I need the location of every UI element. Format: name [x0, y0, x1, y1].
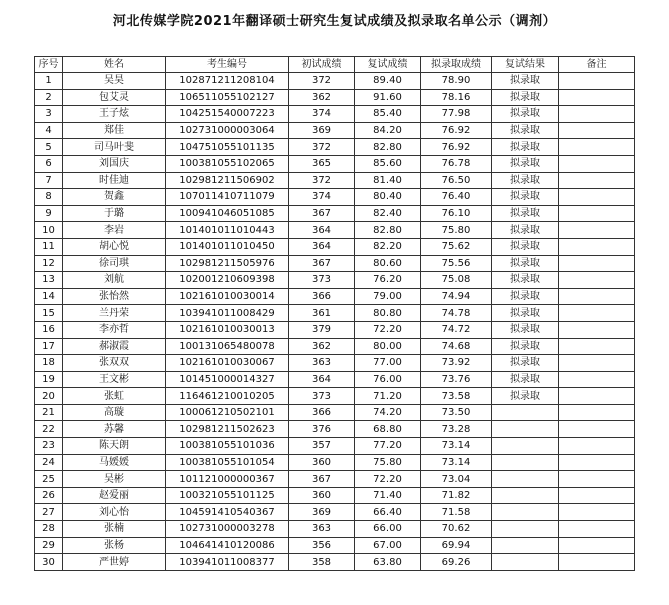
cell-note [559, 172, 635, 189]
cell-note [559, 537, 635, 554]
table-row [35, 139, 635, 156]
cell-name: 陈天朗 [63, 438, 166, 455]
cell-initial-score: 362 [289, 338, 355, 355]
cell-seq: 17 [35, 338, 63, 355]
cell-exam-id: 102161010030014 [166, 288, 289, 305]
cell-seq: 2 [35, 89, 63, 106]
cell-retest-score: 82.20 [355, 238, 421, 255]
cell-retest-score: 85.60 [355, 155, 421, 172]
cell-note [559, 205, 635, 222]
cell-retest-result: 拟录取 [492, 305, 559, 322]
table-row [35, 504, 635, 521]
cell-seq: 26 [35, 487, 63, 504]
table-row [35, 288, 635, 305]
cell-name: 刘航 [63, 272, 166, 289]
cell-name: 张双双 [63, 355, 166, 372]
cell-initial-score: 358 [289, 554, 355, 571]
cell-retest-score: 82.40 [355, 205, 421, 222]
cell-initial-score: 357 [289, 438, 355, 455]
cell-retest-result: 拟录取 [492, 288, 559, 305]
cell-initial-score: 367 [289, 205, 355, 222]
cell-seq: 13 [35, 272, 63, 289]
cell-retest-result: 拟录取 [492, 338, 559, 355]
header-seq: 序号 [35, 57, 63, 73]
cell-name: 苏馨 [63, 421, 166, 438]
cell-initial-score: 367 [289, 255, 355, 272]
table-row [35, 554, 635, 571]
table-row [35, 355, 635, 372]
cell-note [559, 438, 635, 455]
cell-name: 郝淑霞 [63, 338, 166, 355]
cell-admission-score: 73.14 [421, 438, 492, 455]
cell-admission-score: 73.92 [421, 355, 492, 372]
table-body [35, 73, 635, 571]
cell-retest-result [492, 521, 559, 538]
cell-retest-result: 拟录取 [492, 122, 559, 139]
cell-retest-score: 82.80 [355, 139, 421, 156]
cell-retest-score: 77.00 [355, 355, 421, 372]
table-row [35, 255, 635, 272]
cell-seq: 16 [35, 321, 63, 338]
cell-note [559, 89, 635, 106]
cell-admission-score: 69.94 [421, 537, 492, 554]
cell-initial-score: 367 [289, 471, 355, 488]
cell-exam-id: 102871211208104 [166, 73, 289, 90]
cell-note [559, 288, 635, 305]
cell-retest-score: 85.40 [355, 106, 421, 123]
cell-note [559, 321, 635, 338]
cell-initial-score: 360 [289, 454, 355, 471]
cell-exam-id: 102731000003064 [166, 122, 289, 139]
cell-admission-score: 75.08 [421, 272, 492, 289]
cell-exam-id: 100381055102065 [166, 155, 289, 172]
header-retest-score: 复试成绩 [355, 57, 421, 73]
cell-seq: 4 [35, 122, 63, 139]
table-row [35, 471, 635, 488]
cell-initial-score: 376 [289, 421, 355, 438]
cell-retest-score: 89.40 [355, 73, 421, 90]
cell-note [559, 139, 635, 156]
table-row [35, 189, 635, 206]
cell-name: 于璐 [63, 205, 166, 222]
cell-retest-result: 拟录取 [492, 73, 559, 90]
cell-name: 徐司琪 [63, 255, 166, 272]
cell-admission-score: 76.92 [421, 122, 492, 139]
cell-retest-result: 拟录取 [492, 189, 559, 206]
table-row [35, 73, 635, 90]
cell-retest-score: 80.60 [355, 255, 421, 272]
cell-admission-score: 74.72 [421, 321, 492, 338]
cell-note [559, 454, 635, 471]
cell-admission-score: 78.16 [421, 89, 492, 106]
cell-retest-result [492, 404, 559, 421]
cell-exam-id: 100321055101125 [166, 487, 289, 504]
table-row [35, 89, 635, 106]
table-row [35, 272, 635, 289]
cell-name: 司马叶斐 [63, 139, 166, 156]
cell-retest-result [492, 537, 559, 554]
cell-exam-id: 107011410711079 [166, 189, 289, 206]
table-row [35, 222, 635, 239]
cell-name: 李亦哲 [63, 321, 166, 338]
cell-exam-id: 103941011008377 [166, 554, 289, 571]
table-row [35, 421, 635, 438]
cell-admission-score: 74.94 [421, 288, 492, 305]
cell-initial-score: 369 [289, 504, 355, 521]
cell-admission-score: 76.50 [421, 172, 492, 189]
cell-note [559, 122, 635, 139]
cell-retest-score: 80.00 [355, 338, 421, 355]
cell-initial-score: 374 [289, 106, 355, 123]
cell-exam-id: 104641410120086 [166, 537, 289, 554]
cell-retest-score: 76.00 [355, 371, 421, 388]
cell-note [559, 421, 635, 438]
cell-name: 李岩 [63, 222, 166, 239]
cell-exam-id: 100061210502101 [166, 404, 289, 421]
cell-retest-score: 75.80 [355, 454, 421, 471]
cell-admission-score: 73.04 [421, 471, 492, 488]
cell-retest-score: 74.20 [355, 404, 421, 421]
cell-retest-result: 拟录取 [492, 255, 559, 272]
cell-note [559, 238, 635, 255]
cell-name: 张杨 [63, 537, 166, 554]
cell-retest-score: 66.00 [355, 521, 421, 538]
results-table [34, 56, 635, 571]
cell-exam-id: 100381055101054 [166, 454, 289, 471]
cell-admission-score: 71.82 [421, 487, 492, 504]
table-row [35, 454, 635, 471]
cell-exam-id: 102981211502623 [166, 421, 289, 438]
cell-seq: 25 [35, 471, 63, 488]
cell-name: 张楠 [63, 521, 166, 538]
cell-seq: 29 [35, 537, 63, 554]
cell-exam-id: 103941011008429 [166, 305, 289, 322]
cell-seq: 28 [35, 521, 63, 538]
cell-retest-result: 拟录取 [492, 321, 559, 338]
cell-exam-id: 102161010030013 [166, 321, 289, 338]
cell-name: 高璇 [63, 404, 166, 421]
cell-exam-id: 100381055101036 [166, 438, 289, 455]
cell-initial-score: 372 [289, 73, 355, 90]
cell-name: 胡心悦 [63, 238, 166, 255]
cell-retest-result: 拟录取 [492, 139, 559, 156]
cell-initial-score: 362 [289, 89, 355, 106]
cell-seq: 24 [35, 454, 63, 471]
cell-retest-result: 拟录取 [492, 371, 559, 388]
cell-note [559, 338, 635, 355]
cell-initial-score: 364 [289, 371, 355, 388]
cell-retest-score: 63.80 [355, 554, 421, 571]
cell-admission-score: 71.58 [421, 504, 492, 521]
header-name: 姓名 [63, 57, 166, 73]
cell-seq: 9 [35, 205, 63, 222]
table-row [35, 438, 635, 455]
table-row [35, 388, 635, 405]
cell-name: 吴昊 [63, 73, 166, 90]
cell-name: 兰丹荣 [63, 305, 166, 322]
cell-initial-score: 379 [289, 321, 355, 338]
cell-initial-score: 356 [289, 537, 355, 554]
cell-name: 时佳迪 [63, 172, 166, 189]
cell-name: 张虹 [63, 388, 166, 405]
cell-retest-result: 拟录取 [492, 172, 559, 189]
header-note: 备注 [559, 57, 635, 73]
cell-exam-id: 101401011010443 [166, 222, 289, 239]
cell-note [559, 521, 635, 538]
cell-admission-score: 75.80 [421, 222, 492, 239]
cell-initial-score: 361 [289, 305, 355, 322]
table-header-row [35, 57, 635, 73]
cell-admission-score: 74.78 [421, 305, 492, 322]
cell-initial-score: 363 [289, 521, 355, 538]
cell-note [559, 554, 635, 571]
cell-exam-id: 101401011010450 [166, 238, 289, 255]
table-row [35, 305, 635, 322]
cell-retest-score: 79.00 [355, 288, 421, 305]
cell-exam-id: 102981211505976 [166, 255, 289, 272]
cell-seq: 12 [35, 255, 63, 272]
cell-name: 包艾灵 [63, 89, 166, 106]
cell-initial-score: 360 [289, 487, 355, 504]
cell-retest-result [492, 554, 559, 571]
cell-seq: 14 [35, 288, 63, 305]
cell-admission-score: 75.62 [421, 238, 492, 255]
table-row [35, 155, 635, 172]
cell-note [559, 371, 635, 388]
cell-retest-result [492, 504, 559, 521]
cell-exam-id: 104751055101135 [166, 139, 289, 156]
cell-retest-score: 66.40 [355, 504, 421, 521]
cell-name: 吴彬 [63, 471, 166, 488]
table-row [35, 404, 635, 421]
cell-admission-score: 74.68 [421, 338, 492, 355]
cell-exam-id: 102161010030067 [166, 355, 289, 372]
cell-retest-result: 拟录取 [492, 355, 559, 372]
table-row [35, 338, 635, 355]
cell-initial-score: 372 [289, 139, 355, 156]
cell-admission-score: 73.58 [421, 388, 492, 405]
cell-initial-score: 364 [289, 222, 355, 239]
cell-exam-id: 104251540007223 [166, 106, 289, 123]
cell-name: 刘心怡 [63, 504, 166, 521]
cell-retest-score: 67.00 [355, 537, 421, 554]
cell-admission-score: 70.62 [421, 521, 492, 538]
cell-admission-score: 69.26 [421, 554, 492, 571]
cell-seq: 22 [35, 421, 63, 438]
cell-name: 王文彬 [63, 371, 166, 388]
cell-seq: 30 [35, 554, 63, 571]
cell-note [559, 106, 635, 123]
cell-seq: 19 [35, 371, 63, 388]
header-retest-result: 复试结果 [492, 57, 559, 73]
cell-retest-score: 81.40 [355, 172, 421, 189]
cell-retest-result [492, 454, 559, 471]
cell-seq: 3 [35, 106, 63, 123]
cell-seq: 10 [35, 222, 63, 239]
cell-exam-id: 106511055102127 [166, 89, 289, 106]
cell-initial-score: 366 [289, 288, 355, 305]
cell-note [559, 388, 635, 405]
cell-retest-result: 拟录取 [492, 205, 559, 222]
cell-retest-score: 72.20 [355, 321, 421, 338]
table-row [35, 106, 635, 123]
cell-retest-result: 拟录取 [492, 222, 559, 239]
cell-seq: 5 [35, 139, 63, 156]
cell-retest-result [492, 471, 559, 488]
cell-initial-score: 373 [289, 388, 355, 405]
cell-retest-result [492, 438, 559, 455]
cell-exam-id: 100131065480078 [166, 338, 289, 355]
table-row [35, 172, 635, 189]
cell-retest-score: 72.20 [355, 471, 421, 488]
cell-note [559, 155, 635, 172]
cell-retest-score: 91.60 [355, 89, 421, 106]
cell-initial-score: 374 [289, 189, 355, 206]
cell-note [559, 73, 635, 90]
cell-retest-score: 80.80 [355, 305, 421, 322]
header-exam-id: 考生编号 [166, 57, 289, 73]
cell-initial-score: 373 [289, 272, 355, 289]
cell-exam-id: 102731000003278 [166, 521, 289, 538]
cell-exam-id: 101121000000367 [166, 471, 289, 488]
cell-name: 严世婷 [63, 554, 166, 571]
cell-retest-result: 拟录取 [492, 272, 559, 289]
cell-note [559, 487, 635, 504]
cell-seq: 6 [35, 155, 63, 172]
table-row [35, 371, 635, 388]
table-row [35, 205, 635, 222]
cell-retest-result: 拟录取 [492, 155, 559, 172]
cell-admission-score: 76.40 [421, 189, 492, 206]
cell-name: 张怡然 [63, 288, 166, 305]
cell-admission-score: 73.28 [421, 421, 492, 438]
cell-name: 贺鑫 [63, 189, 166, 206]
cell-seq: 11 [35, 238, 63, 255]
cell-retest-score: 68.80 [355, 421, 421, 438]
cell-admission-score: 73.50 [421, 404, 492, 421]
cell-retest-score: 76.20 [355, 272, 421, 289]
cell-admission-score: 77.98 [421, 106, 492, 123]
cell-retest-result: 拟录取 [492, 89, 559, 106]
cell-initial-score: 369 [289, 122, 355, 139]
cell-seq: 15 [35, 305, 63, 322]
cell-admission-score: 76.78 [421, 155, 492, 172]
cell-retest-result: 拟录取 [492, 106, 559, 123]
header-admission-score: 拟录取成绩 [421, 57, 492, 73]
header-initial-score: 初试成绩 [289, 57, 355, 73]
cell-name: 赵爱丽 [63, 487, 166, 504]
cell-seq: 23 [35, 438, 63, 455]
cell-exam-id: 100941046051085 [166, 205, 289, 222]
cell-note [559, 189, 635, 206]
cell-initial-score: 363 [289, 355, 355, 372]
cell-retest-result: 拟录取 [492, 388, 559, 405]
cell-retest-score: 71.20 [355, 388, 421, 405]
cell-initial-score: 365 [289, 155, 355, 172]
cell-exam-id: 104591410540367 [166, 504, 289, 521]
cell-exam-id: 101451000014327 [166, 371, 289, 388]
table-row [35, 321, 635, 338]
cell-initial-score: 364 [289, 238, 355, 255]
cell-admission-score: 73.76 [421, 371, 492, 388]
cell-seq: 1 [35, 73, 63, 90]
cell-name: 王子炫 [63, 106, 166, 123]
cell-admission-score: 78.90 [421, 73, 492, 90]
cell-note [559, 404, 635, 421]
cell-note [559, 222, 635, 239]
cell-name: 刘国庆 [63, 155, 166, 172]
cell-name: 马媛媛 [63, 454, 166, 471]
cell-retest-result [492, 487, 559, 504]
cell-retest-score: 84.20 [355, 122, 421, 139]
document-title: 河北传媒学院2021年翻译硕士研究生复试成绩及拟录取名单公示（调剂） [112, 14, 557, 29]
cell-exam-id: 102001210609398 [166, 272, 289, 289]
cell-seq: 18 [35, 355, 63, 372]
cell-retest-score: 80.40 [355, 189, 421, 206]
cell-seq: 7 [35, 172, 63, 189]
cell-retest-score: 82.80 [355, 222, 421, 239]
cell-admission-score: 75.56 [421, 255, 492, 272]
cell-initial-score: 366 [289, 404, 355, 421]
cell-seq: 27 [35, 504, 63, 521]
cell-note [559, 305, 635, 322]
cell-note [559, 272, 635, 289]
cell-note [559, 471, 635, 488]
cell-retest-score: 71.40 [355, 487, 421, 504]
cell-admission-score: 76.10 [421, 205, 492, 222]
cell-retest-result [492, 421, 559, 438]
cell-seq: 21 [35, 404, 63, 421]
cell-initial-score: 372 [289, 172, 355, 189]
cell-note [559, 255, 635, 272]
table-row [35, 238, 635, 255]
cell-note [559, 504, 635, 521]
table-row [35, 122, 635, 139]
table-row [35, 537, 635, 554]
cell-note [559, 355, 635, 372]
table-row [35, 487, 635, 504]
cell-seq: 20 [35, 388, 63, 405]
cell-retest-score: 77.20 [355, 438, 421, 455]
cell-exam-id: 116461210010205 [166, 388, 289, 405]
cell-retest-result: 拟录取 [492, 238, 559, 255]
cell-exam-id: 102981211506902 [166, 172, 289, 189]
cell-admission-score: 76.92 [421, 139, 492, 156]
cell-admission-score: 73.14 [421, 454, 492, 471]
cell-seq: 8 [35, 189, 63, 206]
cell-name: 郑佳 [63, 122, 166, 139]
table-row [35, 521, 635, 538]
